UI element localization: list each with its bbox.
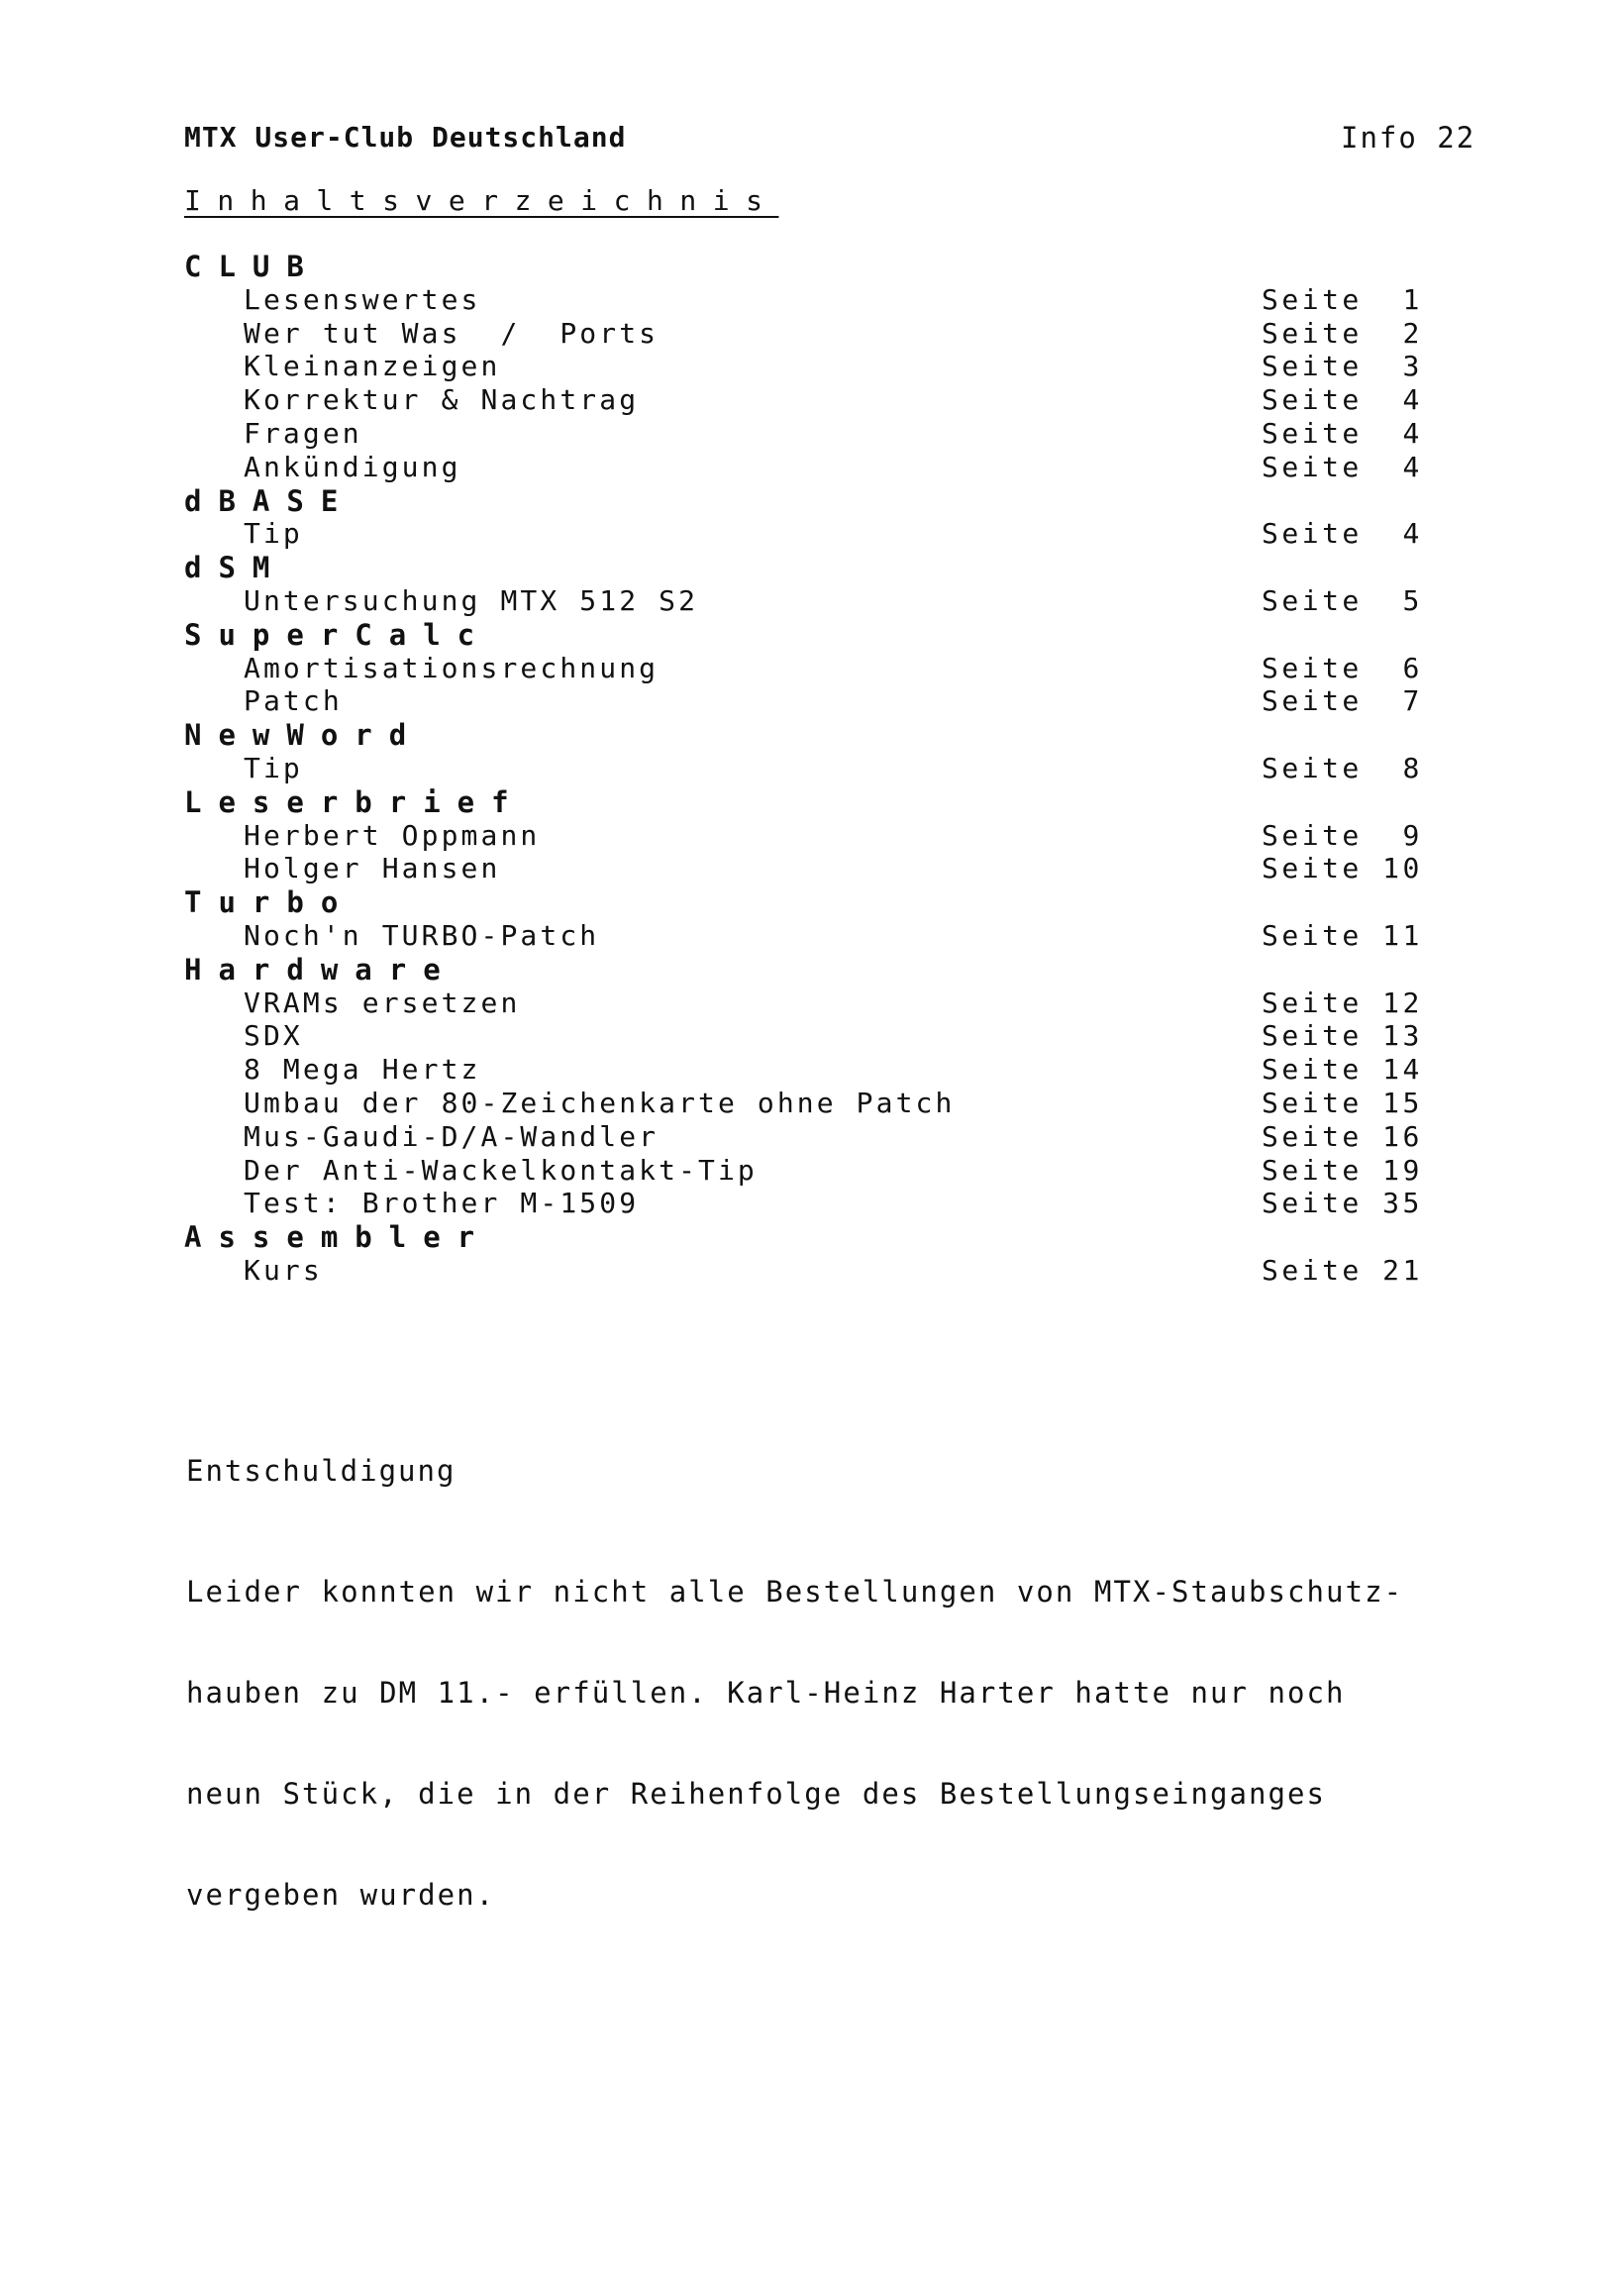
toc-entry	[0, 283, 1624, 317]
toc-entry	[0, 1120, 1624, 1154]
toc-section-row	[0, 250, 1624, 283]
toc-entry-page: Seite 1	[1262, 282, 1423, 316]
toc-section-row	[0, 785, 1624, 819]
toc-entry	[0, 383, 1624, 417]
issue-number: Info 22	[1341, 121, 1476, 155]
toc-section-heading: SuperCalc	[184, 617, 492, 652]
toc-entry	[0, 350, 1624, 383]
toc-entry-label: Holger Hansen	[244, 852, 501, 885]
toc-entry-page: Seite 21	[1262, 1253, 1423, 1287]
toc-section-row	[0, 953, 1624, 987]
toc-section-row	[0, 718, 1624, 752]
toc-entry	[0, 652, 1624, 685]
toc-entry	[0, 1087, 1624, 1120]
toc-entry-label: Mus-Gaudi-D/A-Wandler	[244, 1119, 660, 1153]
toc-section-row	[0, 618, 1624, 652]
toc-entry-label: Test: Brother M-1509	[244, 1187, 640, 1220]
toc-entry-label: Tip	[244, 751, 303, 784]
toc-entry	[0, 451, 1624, 484]
toc-entry-page: Seite 6	[1262, 651, 1423, 684]
toc-entry-label: Patch	[244, 684, 343, 718]
toc-entry	[0, 1019, 1624, 1053]
toc-entry-page: Seite 9	[1262, 818, 1423, 852]
toc-entry-label: Herbert Oppmann	[244, 818, 541, 852]
apology-line: vergeben wurden.	[186, 1878, 496, 1912]
toc-entry-page: Seite 35	[1262, 1187, 1423, 1220]
apology-line: Leider konnten wir nicht alle Bestellungen von MTX-Staubschutz-	[186, 1575, 1404, 1609]
toc-entry-label: Lesenswertes	[244, 282, 481, 316]
toc-entry-label: Korrektur & Nachtrag	[244, 383, 640, 417]
toc-entry-label: Kurs	[244, 1253, 323, 1287]
table-of-contents	[0, 250, 1624, 1288]
toc-title: Inhaltsverzeichnis	[184, 184, 779, 217]
toc-entry-page: Seite 12	[1262, 986, 1423, 1019]
toc-entry-page: Seite 5	[1262, 583, 1423, 617]
club-name: MTX User-Club Deutschland	[184, 121, 627, 154]
toc-entry-page: Seite 4	[1262, 416, 1423, 450]
toc-entry-label: Amortisationsrechnung	[244, 651, 660, 684]
apology-line: neun Stück, die in der Reihenfolge des Bestellungseinganges	[186, 1777, 1327, 1811]
toc-entry	[0, 584, 1624, 618]
toc-section-row	[0, 551, 1624, 584]
toc-entry-page: Seite 14	[1262, 1053, 1423, 1087]
toc-section-heading: Assembler	[184, 1220, 492, 1255]
toc-entry-label: Fragen	[244, 416, 362, 450]
toc-entry-page: Seite 10	[1262, 852, 1423, 885]
toc-entry-page: Seite 13	[1262, 1019, 1423, 1053]
toc-section-heading: dBASE	[184, 483, 355, 518]
toc-entry-label: SDX	[244, 1019, 303, 1053]
toc-entry	[0, 417, 1624, 451]
toc-entry-page: Seite 4	[1262, 517, 1423, 551]
toc-entry	[0, 819, 1624, 853]
toc-entry-page: Seite 15	[1262, 1086, 1423, 1119]
toc-section-row	[0, 885, 1624, 919]
toc-entry-page: Seite 4	[1262, 383, 1423, 417]
toc-entry	[0, 987, 1624, 1020]
toc-section-heading: Leserbrief	[184, 784, 526, 819]
toc-section-heading: NewWord	[184, 718, 424, 753]
toc-section-heading: dSM	[184, 551, 287, 585]
toc-entry	[0, 1254, 1624, 1288]
toc-entry-label: Ankündigung	[244, 450, 461, 483]
toc-entry	[0, 1187, 1624, 1220]
toc-entry	[0, 852, 1624, 885]
apology-heading: Entschuldigung	[186, 1454, 457, 1488]
toc-entry-page: Seite 2	[1262, 316, 1423, 350]
toc-entry	[0, 317, 1624, 351]
toc-entry-label: Der Anti-Wackelkontakt-Tip	[244, 1153, 758, 1187]
toc-entry	[0, 517, 1624, 551]
apology-line: hauben zu DM 11.- erfüllen. Karl-Heinz Harter hatte nur noch	[186, 1676, 1346, 1710]
toc-entry-page: Seite 3	[1262, 350, 1423, 383]
toc-entry-label: Kleinanzeigen	[244, 350, 501, 383]
toc-entry-page: Seite 4	[1262, 450, 1423, 483]
apology-notice	[186, 1387, 1403, 1979]
toc-entry	[0, 684, 1624, 718]
toc-entry	[0, 919, 1624, 953]
toc-entry-label: VRAMs ersetzen	[244, 986, 521, 1019]
toc-section-heading: Turbo	[184, 885, 355, 920]
toc-section-heading: Hardware	[184, 952, 457, 987]
toc-entry-label: Noch'n TURBO-Patch	[244, 918, 600, 952]
toc-entry	[0, 752, 1624, 785]
toc-entry-label: Umbau der 80-Zeichenkarte ohne Patch	[244, 1086, 956, 1119]
toc-entry	[0, 1053, 1624, 1087]
toc-entry-label: 8 Mega Hertz	[244, 1053, 481, 1087]
toc-entry	[0, 1154, 1624, 1188]
toc-entry-page: Seite 8	[1262, 751, 1423, 784]
toc-entry-page: Seite 7	[1262, 684, 1423, 718]
toc-entry-label: Untersuchung MTX 512 S2	[244, 583, 699, 617]
toc-entry-page: Seite 16	[1262, 1119, 1423, 1153]
toc-entry-label: Tip	[244, 517, 303, 551]
toc-entry-page: Seite 11	[1262, 918, 1423, 952]
toc-entry-page: Seite 19	[1262, 1153, 1423, 1187]
toc-entry-label: Wer tut Was / Ports	[244, 316, 660, 350]
toc-section-row	[0, 1220, 1624, 1254]
toc-section-heading: CLUB	[184, 250, 321, 283]
toc-section-row	[0, 484, 1624, 518]
